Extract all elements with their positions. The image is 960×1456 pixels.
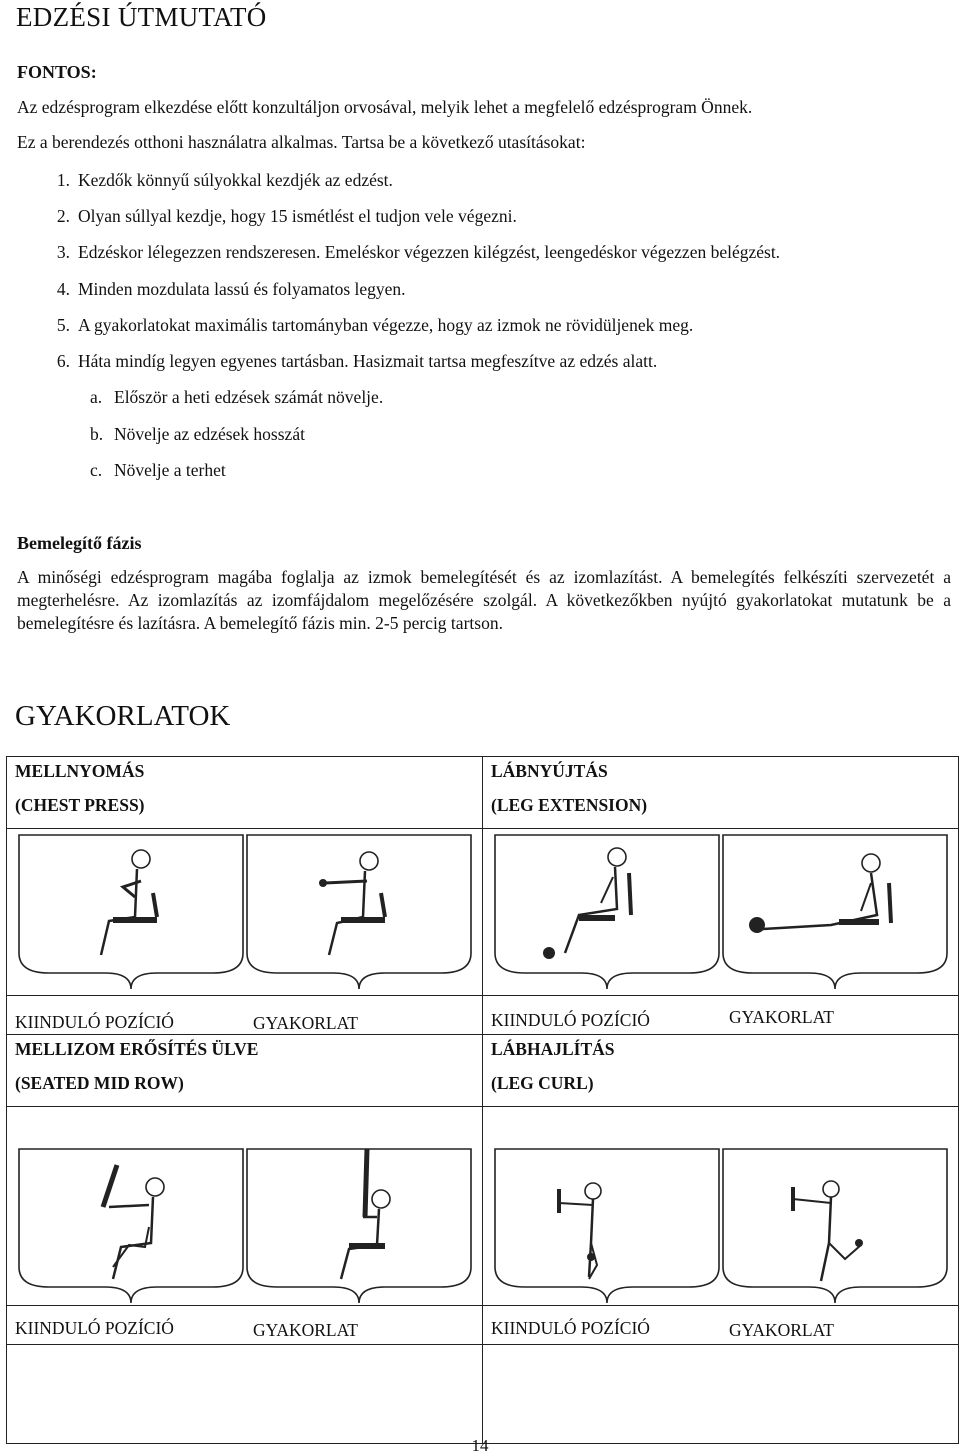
leg-extension-exercise-illustration: [721, 833, 949, 991]
list-item: 1. Kezdők könnyű súlyokkal kezdjék az edzést.: [56, 170, 393, 190]
chest-press-exercise-illustration: [245, 833, 473, 991]
page-number: 14: [471, 1436, 489, 1455]
warmup-paragraph: A minőségi edzésprogram magába foglalja az izmok bemelegítését és az izomlazítást. A bemelegítés felkészíti szervezetét a megterhelésre. Az izomlazítás az izomfájdalom megelőzésére szolgál. A következőkben nyújtó gyakorlatokat mutatunk be a bemelegítésre és lazításra. A bemelegítő fázis min. 2-5 percig tartson.: [17, 567, 951, 633]
exercise-name: LÁBNYÚJTÁS: [491, 761, 608, 781]
start-position-label: KIINDULÓ POZÍCIÓ: [491, 1318, 650, 1338]
start-position-label: KIINDULÓ POZÍCIÓ: [15, 1012, 174, 1032]
important-heading: FONTOS:: [17, 62, 97, 82]
exercise-position-label: GYAKORLAT: [729, 1320, 834, 1340]
exercise-header-chest-press: [7, 757, 483, 829]
exercise-name: MELLIZOM ERŐSÍTÉS ÜLVE: [15, 1039, 259, 1059]
list-item: 2. Olyan súllyal kezdje, hogy 15 ismétlést el tudjon vele végezni.: [56, 206, 517, 226]
caption-chest-press: [7, 996, 483, 1035]
caption-leg-curl: [483, 1306, 959, 1345]
sub-list-item: c. Növelje a terhet: [90, 460, 226, 480]
caption-leg-extension: [483, 996, 959, 1035]
mid-row-start-illustration: [17, 1147, 245, 1305]
exercise-illustration-seated-mid-row: [7, 1107, 483, 1306]
list-item: 5. A gyakorlatokat maximális tartományban végezze, hogy az izmok ne rövidüljenek meg.: [56, 315, 694, 335]
exercise-position-label: GYAKORLAT: [253, 1013, 358, 1033]
sub-list-item: b. Növelje az edzések hosszát: [90, 424, 305, 444]
exercise-header-leg-extension: [483, 757, 959, 829]
exercise-name: LÁBHAJLÍTÁS: [491, 1039, 615, 1059]
start-position-label: KIINDULÓ POZÍCIÓ: [491, 1010, 650, 1030]
exercise-position-label: GYAKORLAT: [253, 1320, 358, 1340]
leg-curl-start-illustration: [493, 1147, 721, 1305]
list-item: 4. Minden mozdulata lassú és folyamatos legyen.: [56, 279, 406, 299]
exercise-table: [6, 756, 959, 1444]
exercise-illustration-leg-extension: [483, 829, 959, 996]
exercise-english-name: (CHEST PRESS): [15, 795, 145, 815]
empty-cell: [483, 1345, 959, 1444]
start-position-label: KIINDULÓ POZÍCIÓ: [15, 1318, 174, 1338]
exercises-heading: GYAKORLATOK: [15, 700, 231, 732]
leg-extension-start-illustration: [493, 833, 721, 991]
exercise-header-leg-curl: [483, 1035, 959, 1107]
list-item: 6. Háta mindíg legyen egyenes tartásban. Hasizmait tartsa megfeszítve az edzés alatt.: [56, 351, 658, 371]
exercise-english-name: (SEATED MID ROW): [15, 1073, 184, 1093]
list-item: 3. Edzéskor lélegezzen rendszeresen. Emeléskor végezzen kilégzést, leengedéskor végezzen belégzést.: [56, 242, 781, 262]
intro-line-1: Az edzésprogram elkezdése előtt konzultáljon orvosával, melyik lehet a megfelelő edzésprogram Önnek.: [17, 97, 753, 117]
intro-line-2: Ez a berendezés otthoni használatra alkalmas. Tartsa be a következő utasításokat:: [17, 132, 586, 152]
exercise-name: MELLNYOMÁS: [15, 761, 145, 781]
mid-row-exercise-illustration: [245, 1147, 473, 1305]
caption-seated-mid-row: [7, 1306, 483, 1345]
leg-curl-exercise-illustration: [721, 1147, 949, 1305]
exercise-english-name: (LEG CURL): [491, 1073, 594, 1093]
sub-list-item: a. Először a heti edzések számát növelje.: [90, 387, 384, 407]
exercise-illustration-leg-curl: [483, 1107, 959, 1306]
page-title: EDZÉSI ÚTMUTATÓ: [16, 2, 267, 32]
exercise-illustration-chest-press: [7, 829, 483, 996]
exercise-header-seated-mid-row: [7, 1035, 483, 1107]
chest-press-start-illustration: [17, 833, 245, 991]
exercise-english-name: (LEG EXTENSION): [491, 795, 648, 815]
exercise-position-label: GYAKORLAT: [729, 1007, 834, 1027]
empty-cell: [7, 1345, 483, 1444]
warmup-heading: Bemelegítő fázis: [17, 533, 142, 553]
